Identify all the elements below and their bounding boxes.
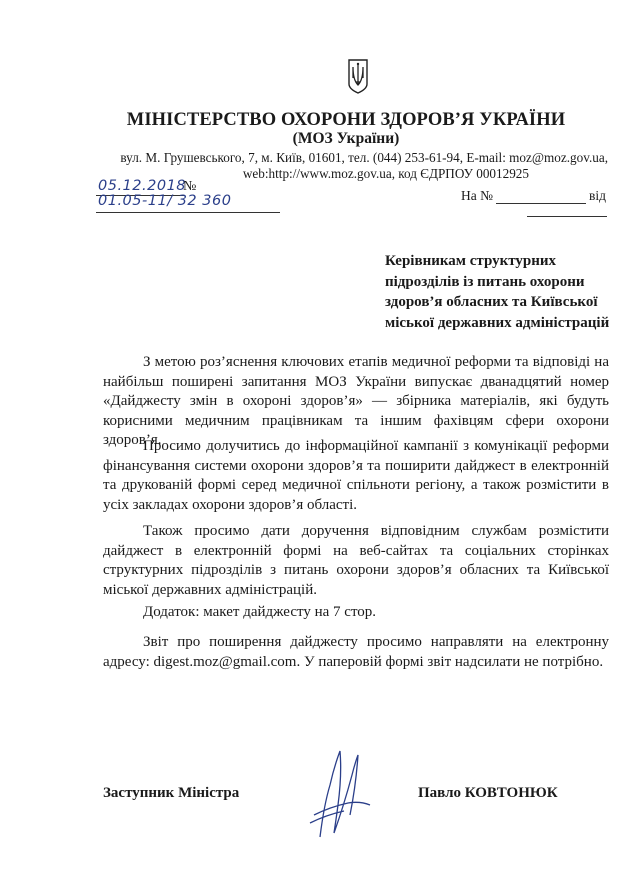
number-sign: № (183, 179, 197, 194)
addressee-block (385, 251, 615, 333)
addressee-line: здоров’я обласних та Київської (385, 294, 598, 310)
signer-position: Заступник Міністра (103, 785, 240, 801)
reply-number-label: На № (461, 188, 493, 203)
reply-date-line (527, 216, 607, 217)
reply-number-line (496, 203, 586, 204)
registration-date: 05.12.2018 (98, 178, 187, 194)
addressee-line: підрозділів із питань охорони (385, 273, 585, 290)
signer-name: Павло КОВТОНЮК (418, 785, 558, 801)
paragraph-purpose (103, 353, 609, 451)
handwritten-signature (300, 745, 375, 840)
number-underline (96, 212, 280, 213)
trident-emblem-icon (346, 58, 370, 94)
paragraph-text: Просимо долучитись до інформаційної кампанії з комунікації реформи фінансування системи охорони здоров’я та поширити дайджест в електронній та друкованій формі серед медичної спільноти регіону, а також розмістити в усіх закладах охорони здоров’я області. (103, 438, 609, 513)
ministry-abbreviation: (МОЗ України) (292, 130, 400, 147)
ministry-title: МІНІСТЕРСТВО ОХОРОНИ ЗДОРОВ’Я УКРАЇНИ (126, 110, 566, 130)
ministry-address-line2: web:http://www.moz.gov.ua, код ЄДРПОУ 00012925 (242, 166, 529, 181)
paragraph-instruction (103, 522, 609, 600)
paragraph-text: З метою роз’яснення ключових етапів медичної реформи та відповіді на найбільш поширені запитання МОЗ України випускає дванадцятий номер «Дайджесту змін в охороні здоров’я» — збірника матеріалів, які будуть корисними медичним працівникам та іншим фахівцям сфери охорони здоров’я. (103, 354, 609, 448)
addressee-line: Керівникам структурних (385, 253, 557, 269)
paragraph-text: Звіт про поширення дайджесту просимо направляти на електронну адресу: digest.moz@gmail.com. У паперовій формі звіт надсилати не потрібно. (103, 634, 609, 670)
addressee-line: міської державних адміністрацій (385, 314, 610, 331)
paragraph-attachment (103, 603, 609, 623)
reply-from-label: від (589, 188, 606, 203)
paragraph-request (103, 437, 609, 515)
registration-number: 01.05-11/ 32 360 (98, 193, 232, 209)
paragraph-text: Також просимо дати доручення відповідним службам розмістити дайджест в електронній формі на веб-сайтах та соціальних сторінках структурних підрозділів з питань охорони здоров’я обласних та Київської міської державних адміністрацій. (103, 523, 609, 598)
paragraph-text: Додаток: макет дайджесту на 7 стор. (143, 604, 377, 620)
ministry-address-line1: вул. М. Грушевського, 7, м. Київ, 01601, тел. (044) 253-61-94, E-mail: moz@moz.gov.ua, (120, 150, 608, 165)
paragraph-report (103, 633, 609, 672)
